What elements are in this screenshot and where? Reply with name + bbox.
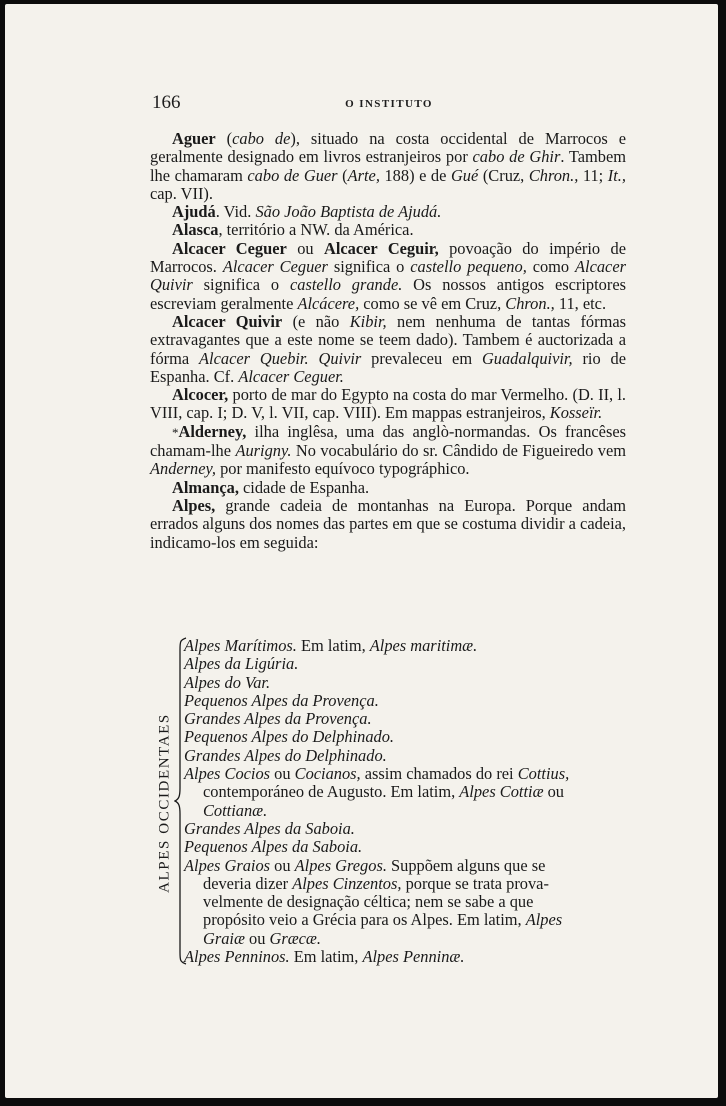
list-item: Pequenos Alpes da Saboia. bbox=[184, 837, 363, 857]
entry-alpes: Alpes, grande cadeia de montanhas na Europa. Porque andam errados alguns dos nomes das partes em que se costuma dividir a cadeia, indicamo-los em seguida: bbox=[150, 495, 626, 552]
entry-alcacer-ceguer: Alcacer Ceguer ou Alcacer Ceguir, povoação do império de Marrocos. Alcacer Ceguer significa o castello pequeno, como Alcacer Quivir significa o castello grande. Os nossos antigos escriptores escreviam geralmente Alcácere, como se vê em Cruz, Chron., 11, etc. bbox=[150, 238, 626, 313]
entry-ajuda: Ajudá. Vid. São João Baptista de Ajudá. bbox=[172, 202, 442, 222]
entry-headword: Alpes, bbox=[172, 495, 216, 515]
entry-alcacer-quivir: Alcacer Quivir (e não Kibir, nem nenhuma de tantas fórmas extravagantes que a este nome se teem dado). Tambem é auctorizada a fórma Alcacer Quebir. Quivir prevaleceu em Guadalquivir, rio de Espanha. Cf. Alcacer Ceguer. bbox=[150, 311, 627, 386]
entry-headword: Almança, bbox=[172, 477, 239, 497]
alps-list bbox=[184, 637, 626, 966]
asterisk-mark: * bbox=[172, 424, 179, 440]
entry-headword: Aguer bbox=[172, 129, 216, 148]
list-item: Alpes da Ligúria. bbox=[184, 654, 299, 674]
running-title: O INSTITUTO bbox=[345, 98, 433, 110]
entry-headword: Alcacer Ceguer bbox=[172, 238, 287, 258]
entry-headword: Alasca bbox=[172, 220, 219, 240]
list-item: Alpes Penninos. Em latim, Alpes Penninæ. bbox=[184, 947, 465, 967]
page-number: 166 bbox=[152, 92, 181, 113]
list-item: Grandes Alpes da Provença. bbox=[184, 709, 372, 729]
entry-alcocer: Alcocer, porto de mar do Egypto na costa do mar Vermelho. (D. II, l. VIII, cap. I; D. V, l. VII, cap. VIII). Em mappas estranjeiros, Kosseïr. bbox=[150, 385, 626, 423]
list-item: Grandes Alpes da Saboia. bbox=[184, 818, 355, 838]
vertical-label: ALPES OCCIDENTAES bbox=[156, 712, 173, 893]
list-item: Alpes Marítimos. Em latim, Alpes maritimæ. bbox=[184, 636, 478, 655]
entry-headword: Alderney, bbox=[178, 421, 247, 441]
list-item: Pequenos Alpes da Provença. bbox=[184, 690, 379, 710]
list-item-continuation: Cottianæ. bbox=[203, 800, 268, 820]
list-item-continuation: propósito veio a Grécia para os Alpes. Em latim, Alpes bbox=[203, 910, 563, 930]
list-item: Pequenos Alpes do Delphinado. bbox=[184, 727, 395, 747]
dictionary-body bbox=[150, 130, 626, 552]
list-item: Alpes Cocios ou Cocianos, assim chamados do rei Cottius, bbox=[184, 764, 570, 784]
entry-headword: Alcacer Quivir bbox=[172, 311, 283, 331]
entry-headword: Ajudá bbox=[172, 202, 216, 222]
running-head bbox=[152, 92, 626, 116]
list-item-continuation: deveria dizer Alpes Cinzentos, porque se trata prova- bbox=[203, 873, 549, 893]
list-item-continuation: contemporáneo de Augusto. Em latim, Alpes Cottiæ ou bbox=[203, 782, 565, 802]
list-item: Alpes do Var. bbox=[184, 672, 271, 692]
list-item-continuation: Graiæ ou Græcæ. bbox=[203, 928, 321, 948]
entry-headword: Alcocer, bbox=[172, 385, 229, 405]
list-item-continuation: velmente de designação céltica; nem se sabe a que bbox=[203, 892, 534, 912]
entry-alderney: *Alderney, ilha inglêsa, uma das anglò-normandas. Os francêses chamam-lhe Aurigny. No vocabulário do sr. Cândido de Figueiredo vem Anderney, por manifesto equívoco typográphico. bbox=[150, 421, 626, 479]
entry-alasca: Alasca, território a NW. da América. bbox=[172, 220, 414, 240]
list-item: Grandes Alpes do Delphinado. bbox=[184, 745, 387, 765]
list-item: Alpes Graios ou Alpes Gregos. Suppõem alguns que se bbox=[184, 855, 546, 875]
entry-aguer: Aguer (cabo de), situado na costa occidental de Marrocos e geralmente designado em livros estranjeiros por cabo de Ghir. Tambem lhe chamaram cabo de Guer (Arte, 188) e de Gué (Cruz, Chron., 11; It., cap. VII). bbox=[150, 129, 626, 203]
entry-almanca: Almança, cidade de Espanha. bbox=[172, 477, 370, 497]
